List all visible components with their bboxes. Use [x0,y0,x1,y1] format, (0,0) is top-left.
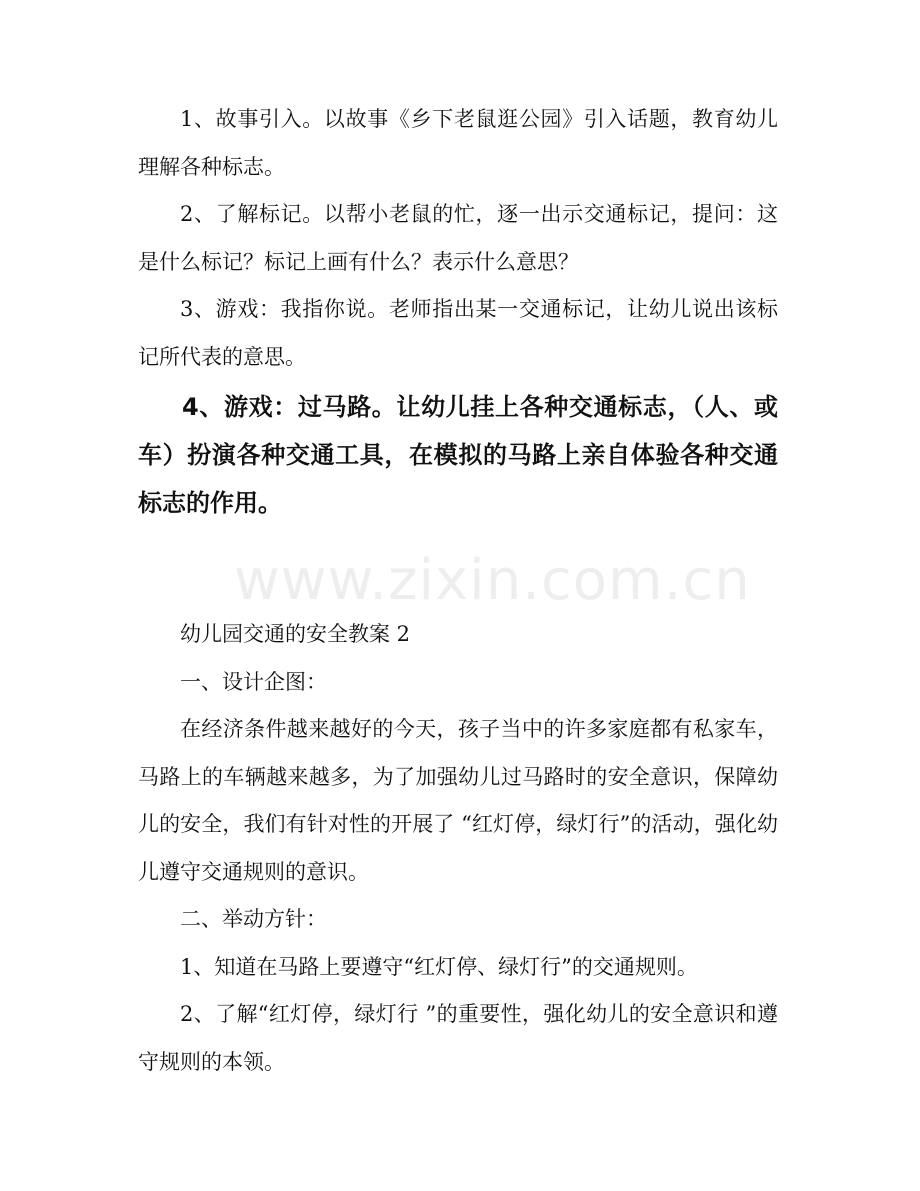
activity-step-1: 1、故事引入。以故事《乡下老鼠逛公园》引入话题，教育幼儿理解各种标志。 [138,107,778,179]
design-intent-heading: 一、设计企图： [180,669,327,694]
design-intent-body: 在经济条件越来越好的今天，孩子当中的许多家庭都有私家车，马路上的车辆越来越多，为了加强幼儿过马路时的安全意识，保障幼儿的安全，我们有针对性的开展了 “红灯停，绿灯行”的活动，强化幼儿遵守交通规则的意识。 [138,717,778,884]
activity-step-3: 3、游戏：我指你说。老师指出某一交通标记，让幼儿说出该标记所代表的意思。 [138,297,778,369]
document-page [138,96,778,1086]
lesson-title: 幼儿园交通的安全教案 2 [180,622,411,646]
goal-2: 2、了解“红灯停，绿灯行 ”的重要性，强化幼儿的安全意识和遵守规则的本领。 [138,1002,778,1074]
watermark: www.zixin.com.cn [234,548,751,613]
section-gap [138,527,778,611]
goal-1: 1、知道在马路上要遵守“红灯停、绿灯行”的交通规则。 [180,954,698,979]
activity-goals-heading: 二、举动方针： [180,907,327,931]
activity-step-4: 4、游戏：过马路。让幼儿挂上各种交通标志，（人、或车）扮演各种交通工具，在模拟的马路上亲自体验各种交通标志的作用。 [138,393,778,517]
activity-step-2: 2、了解标记。以帮小老鼠的忙，逐一出示交通标记，提问：这是什么标记？标记上画有什么？表示什么意思？ [138,202,778,274]
